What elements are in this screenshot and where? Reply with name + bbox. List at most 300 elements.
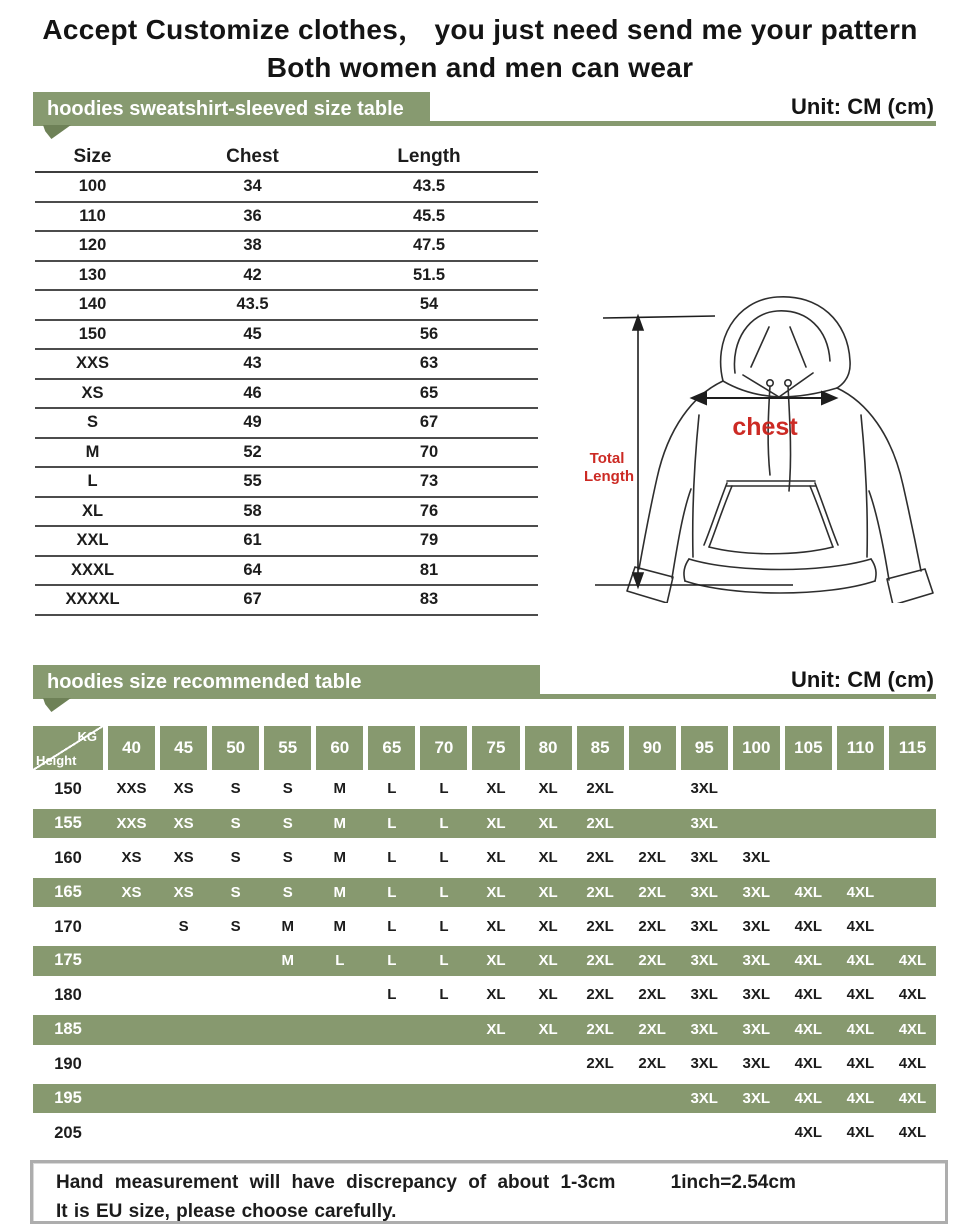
size-recommendation-cell: XL xyxy=(538,917,558,935)
size-recommendation-cell: L xyxy=(439,986,449,1004)
size-recommendation-cell: 4XL xyxy=(846,1090,875,1108)
size-table-row xyxy=(35,379,538,409)
size-recommendation-cell xyxy=(889,841,936,875)
size-recommendation-cell xyxy=(160,1116,207,1150)
size-recommendation-cell: XXS xyxy=(116,780,147,797)
recommend-row xyxy=(33,841,936,875)
size-cell: 150 xyxy=(35,320,150,350)
height-label: 195 xyxy=(54,1089,82,1108)
size-recommendation-cell: 4XL xyxy=(794,986,823,1004)
size-table-row xyxy=(35,526,538,556)
size-recommendation-cell: XS xyxy=(173,780,194,797)
recommend-row xyxy=(33,1116,936,1150)
size-recommendation-cell: 2XL xyxy=(638,848,666,866)
size-recommendation-cell: M xyxy=(333,780,347,797)
length-cell: 45.5 xyxy=(355,202,503,232)
inch-conversion-note: 1inch=2.54cm xyxy=(670,1172,796,1193)
size-recommendation-cell xyxy=(889,809,936,838)
size-table-row xyxy=(35,438,538,468)
size-recommendation-cell xyxy=(108,1047,155,1081)
spacer-cell xyxy=(503,556,538,586)
banner-tail-decoration xyxy=(43,125,71,139)
size-recommendation-cell: 4XL xyxy=(794,883,823,901)
size-recommendation-cell: 4XL xyxy=(898,1055,927,1073)
height-label: 205 xyxy=(54,1123,82,1142)
size-recommendation-cell xyxy=(264,1015,311,1044)
size-recommendation-cell: 3XL xyxy=(690,952,718,970)
size-table-header-row xyxy=(35,142,538,172)
size-recommendation-cell: 3XL xyxy=(742,883,771,901)
size-recommendation-cell: XL xyxy=(486,848,506,866)
size-recommendation-cell: XL xyxy=(538,883,558,901)
length-cell: 43.5 xyxy=(355,172,503,202)
size-table-row xyxy=(35,497,538,527)
spacer-cell xyxy=(503,320,538,350)
size-recommendation-cell: XXS xyxy=(116,814,147,832)
size-table-unit-label: Unit: CM (cm) xyxy=(791,94,934,119)
size-recommendation-cell: 4XL xyxy=(846,1055,875,1073)
size-table-row xyxy=(35,261,538,291)
size-recommendation-cell: 3XL xyxy=(690,1055,718,1073)
weight-column-header: 95 xyxy=(681,726,728,770)
weight-column-header: 50 xyxy=(212,726,259,770)
size-recommendation-cell xyxy=(160,978,207,1012)
footer-line-1 xyxy=(56,1172,945,1194)
title-line-1: Accept Customize clothes， you just need send me your pattern xyxy=(42,14,918,45)
size-recommendation-cell xyxy=(785,772,832,806)
size-recommendation-cell: XL xyxy=(486,917,506,935)
size-recommendation-cell: L xyxy=(387,952,397,970)
size-recommendation-cell: 4XL xyxy=(846,1123,875,1141)
chest-cell: 45 xyxy=(150,320,355,350)
weight-column-header: 70 xyxy=(420,726,467,770)
footer-note-box xyxy=(30,1160,948,1224)
size-table-row xyxy=(35,290,538,320)
size-recommendation-cell xyxy=(889,772,936,806)
size-recommendation-cell: M xyxy=(333,814,347,832)
recommend-row xyxy=(33,944,936,978)
chest-cell: 43.5 xyxy=(150,290,355,320)
height-label: 160 xyxy=(54,848,82,867)
size-recommendation-cell xyxy=(420,1047,467,1081)
corner-height-label: Height xyxy=(36,753,77,768)
hoodie-outline xyxy=(627,297,933,603)
size-recommendation-cell: L xyxy=(387,814,397,832)
size-recommendation-cell: 4XL xyxy=(846,952,875,970)
size-recommendation-cell: M xyxy=(281,917,294,935)
size-recommendation-cell xyxy=(420,1084,467,1113)
length-cell: 70 xyxy=(355,438,503,468)
size-recommendation-cell: XS xyxy=(173,883,194,901)
size-recommendation-cell: XS xyxy=(173,848,194,866)
size-recommendation-cell: 3XL xyxy=(690,1021,718,1039)
size-recommendation-cell: 3XL xyxy=(690,814,718,832)
size-recommendation-cell: 3XL xyxy=(690,883,718,901)
spacer-cell xyxy=(503,349,538,379)
chest-cell: 42 xyxy=(150,261,355,291)
size-table-row xyxy=(35,320,538,350)
spacer-cell xyxy=(503,438,538,468)
size-recommendation-cell xyxy=(733,772,780,806)
weight-column-header: 100 xyxy=(733,726,780,770)
size-recommendation-cell: XL xyxy=(486,1021,506,1039)
size-cell: L xyxy=(35,467,150,497)
size-recommendation-cell xyxy=(629,772,676,806)
size-recommendation-cell: XL xyxy=(538,1021,558,1039)
size-table-banner xyxy=(33,92,430,126)
size-recommendation-cell xyxy=(681,1116,728,1150)
chest-cell: 34 xyxy=(150,172,355,202)
size-recommendation-cell: 4XL xyxy=(794,952,823,970)
spacer-cell xyxy=(503,379,538,409)
kg-height-corner-cell xyxy=(33,726,103,770)
size-recommendation-cell: XS xyxy=(121,848,142,866)
recommend-row xyxy=(33,772,936,806)
size-recommendation-cell: 4XL xyxy=(898,986,927,1004)
chest-cell: 38 xyxy=(150,231,355,261)
chest-cell: 58 xyxy=(150,497,355,527)
column-header-length: Length xyxy=(355,142,503,172)
chest-cell: 67 xyxy=(150,585,355,615)
size-recommendation-cell xyxy=(212,978,259,1012)
hoodie-measurement-diagram xyxy=(565,283,955,603)
size-recommendation-cell: S xyxy=(230,814,241,832)
height-label: 185 xyxy=(54,1020,82,1039)
size-recommendation-cell xyxy=(160,1015,207,1044)
size-recommendation-cell: 2XL xyxy=(586,883,614,901)
weight-column-header: 90 xyxy=(629,726,676,770)
size-table-row xyxy=(35,172,538,202)
page-title xyxy=(0,8,960,84)
size-recommendation-cell xyxy=(316,1084,363,1113)
footer-line-2: It is EU size, please choose carefully. xyxy=(56,1201,397,1222)
size-recommendation-cell: XL xyxy=(538,986,558,1004)
size-recommendation-cell: L xyxy=(439,780,449,797)
size-recommendation-cell: S xyxy=(282,883,293,901)
size-recommendation-cell: L xyxy=(387,986,397,1004)
size-recommendation-cell: 4XL xyxy=(794,917,823,935)
total-length-label-line1: Total xyxy=(589,450,625,467)
size-table-row xyxy=(35,349,538,379)
size-cell: XXS xyxy=(35,349,150,379)
chest-cell: 61 xyxy=(150,526,355,556)
size-recommendation-cell: 2XL xyxy=(586,1055,614,1073)
size-recommendation-cell xyxy=(577,1116,624,1150)
size-recommendation-cell: L xyxy=(439,814,449,832)
size-recommendation-cell: 2XL xyxy=(638,986,666,1004)
weight-header-row xyxy=(33,726,936,770)
size-recommendation-cell xyxy=(577,1084,624,1113)
size-recommendation-cell: 4XL xyxy=(898,1123,927,1141)
size-table-body xyxy=(35,172,538,615)
size-recommendation-cell xyxy=(264,978,311,1012)
size-recommendation-cell: M xyxy=(333,917,347,935)
weight-column-header: 55 xyxy=(264,726,311,770)
size-recommendation-cell: XL xyxy=(486,986,506,1004)
size-recommendation-cell xyxy=(629,1084,676,1113)
size-cell: 100 xyxy=(35,172,150,202)
length-cell: 51.5 xyxy=(355,261,503,291)
size-recommendation-cell xyxy=(264,1116,311,1150)
size-recommendation-cell: M xyxy=(333,848,347,866)
weight-column-header: 60 xyxy=(316,726,363,770)
size-table xyxy=(35,142,538,616)
size-recommendation-cell xyxy=(108,910,155,944)
size-recommendation-cell: S xyxy=(282,780,293,797)
size-recommendation-cell xyxy=(368,1116,415,1150)
banner-underline xyxy=(430,121,936,126)
size-recommendation-cell: 3XL xyxy=(742,986,771,1004)
size-recommendation-cell xyxy=(525,1084,572,1113)
size-recommendation-cell xyxy=(316,978,363,1012)
length-cell: 73 xyxy=(355,467,503,497)
size-recommendation-cell: XL xyxy=(538,814,558,832)
size-recommendation-cell xyxy=(785,841,832,875)
size-recommendation-cell: L xyxy=(439,917,449,935)
recommend-table-banner xyxy=(33,665,540,699)
size-recommendation-cell xyxy=(525,1116,572,1150)
size-recommendation-cell: 4XL xyxy=(846,1021,875,1039)
diagram-labels xyxy=(584,413,798,485)
size-recommendation-cell: 3XL xyxy=(742,917,771,935)
size-recommendation-cell xyxy=(368,1015,415,1044)
size-recommendation-cell: 2XL xyxy=(638,917,666,935)
size-recommendation-cell: L xyxy=(335,952,345,970)
spacer-cell xyxy=(503,497,538,527)
size-recommendation-cell: 3XL xyxy=(742,1055,771,1073)
recommend-row xyxy=(33,875,936,909)
size-recommendation-cell xyxy=(108,946,155,975)
banner-underline xyxy=(540,694,936,699)
size-recommendation-cell: 4XL xyxy=(794,1055,823,1073)
size-recommendation-cell: 3XL xyxy=(690,986,718,1004)
column-header-chest: Chest xyxy=(150,142,355,172)
size-recommendation-cell xyxy=(420,1015,467,1044)
size-recommendation-cell: S xyxy=(282,848,293,866)
total-length-arrow xyxy=(595,316,793,587)
size-recommendation-cell xyxy=(889,878,936,907)
size-recommendation-cell xyxy=(108,978,155,1012)
size-recommendation-cell: 2XL xyxy=(586,814,614,832)
chest-cell: 52 xyxy=(150,438,355,468)
recommend-table-banner-label: hoodies size recommended table xyxy=(47,671,362,693)
size-recommendation-cell xyxy=(212,1047,259,1081)
measurement-discrepancy-note: Hand measurement will have discrepancy of about 1-3cm xyxy=(56,1172,616,1193)
length-cell: 81 xyxy=(355,556,503,586)
weight-column-header: 115 xyxy=(889,726,936,770)
chest-cell: 64 xyxy=(150,556,355,586)
spacer-cell xyxy=(503,202,538,232)
recommend-row xyxy=(33,806,936,840)
size-recommendation-cell xyxy=(316,1015,363,1044)
size-recommendation-cell: L xyxy=(439,848,449,866)
spacer-cell xyxy=(503,408,538,438)
size-table-banner-label: hoodies sweatshirt-sleeved size table xyxy=(47,98,404,120)
recommend-table xyxy=(33,726,936,1150)
size-recommendation-cell: XL xyxy=(486,780,506,797)
size-recommendation-cell xyxy=(837,809,884,838)
size-recommendation-cell: 4XL xyxy=(794,1123,823,1141)
chest-cell: 49 xyxy=(150,408,355,438)
size-recommendation-cell: M xyxy=(281,952,294,970)
size-recommendation-cell xyxy=(108,1084,155,1113)
length-cell: 83 xyxy=(355,585,503,615)
size-cell: S xyxy=(35,408,150,438)
size-recommendation-cell xyxy=(160,946,207,975)
length-cell: 79 xyxy=(355,526,503,556)
height-label: 150 xyxy=(54,780,82,798)
title-line-2: Both women and men can wear xyxy=(266,52,694,83)
size-recommendation-cell xyxy=(733,809,780,838)
recommend-row xyxy=(33,978,936,1012)
spacer-cell xyxy=(503,290,538,320)
weight-column-header: 75 xyxy=(472,726,519,770)
size-recommendation-cell: 3XL xyxy=(690,780,718,797)
size-recommendation-cell xyxy=(264,1084,311,1113)
size-recommendation-cell xyxy=(316,1047,363,1081)
size-recommendation-cell xyxy=(212,946,259,975)
recommend-table-unit-label: Unit: CM (cm) xyxy=(791,667,934,692)
length-cell: 65 xyxy=(355,379,503,409)
size-recommendation-cell xyxy=(108,1015,155,1044)
size-recommendation-cell: 2XL xyxy=(638,1021,666,1039)
size-recommendation-cell: 4XL xyxy=(898,1090,927,1108)
size-recommendation-cell: 2XL xyxy=(586,1021,614,1039)
height-label: 170 xyxy=(54,917,82,936)
size-recommendation-cell: L xyxy=(387,848,397,866)
size-recommendation-cell: 3XL xyxy=(742,1021,771,1039)
size-cell: 130 xyxy=(35,261,150,291)
chest-cell: 55 xyxy=(150,467,355,497)
size-recommendation-cell: 4XL xyxy=(794,1090,823,1108)
size-recommendation-cell: 2XL xyxy=(586,952,614,970)
size-recommendation-cell: XL xyxy=(538,848,558,866)
size-recommendation-cell xyxy=(733,1116,780,1150)
size-recommendation-cell: XL xyxy=(486,883,506,901)
size-table-row xyxy=(35,467,538,497)
height-label: 190 xyxy=(54,1055,82,1074)
total-length-label-line2: Length xyxy=(584,468,634,485)
size-table-row xyxy=(35,556,538,586)
size-recommendation-cell xyxy=(212,1015,259,1044)
size-recommendation-cell: 2XL xyxy=(638,952,666,970)
weight-column-header: 110 xyxy=(837,726,884,770)
column-header-size: Size xyxy=(35,142,150,172)
weight-column-header: 65 xyxy=(368,726,415,770)
length-cell: 47.5 xyxy=(355,231,503,261)
size-recommendation-cell: XS xyxy=(173,814,194,832)
size-cell: 140 xyxy=(35,290,150,320)
size-recommendation-cell: 2XL xyxy=(586,780,614,797)
spacer-cell xyxy=(503,261,538,291)
spacer-cell xyxy=(503,585,538,615)
length-cell: 54 xyxy=(355,290,503,320)
spacer-cell xyxy=(503,231,538,261)
size-recommendation-cell xyxy=(837,841,884,875)
recommend-row xyxy=(33,1013,936,1047)
size-recommendation-cell xyxy=(212,1084,259,1113)
size-recommendation-cell: XL xyxy=(538,780,558,797)
height-label: 155 xyxy=(54,813,82,832)
size-recommendation-cell: 4XL xyxy=(794,1021,823,1039)
chest-cell: 43 xyxy=(150,349,355,379)
size-recommendation-cell xyxy=(629,809,676,838)
size-recommendation-cell: XL xyxy=(486,814,506,832)
size-recommendation-cell: 2XL xyxy=(586,848,614,866)
corner-kg-label: KG xyxy=(77,729,97,744)
size-recommendation-cell: 4XL xyxy=(846,917,875,935)
size-recommendation-cell: M xyxy=(333,883,347,901)
size-recommendation-cell: 3XL xyxy=(742,848,771,866)
chest-cell: 46 xyxy=(150,379,355,409)
height-label: 180 xyxy=(54,986,82,1005)
size-recommendation-cell: 3XL xyxy=(690,848,718,866)
size-table-row xyxy=(35,231,538,261)
length-cell: 56 xyxy=(355,320,503,350)
hoodie-line-art xyxy=(565,283,955,603)
size-cell: 110 xyxy=(35,202,150,232)
recommend-row xyxy=(33,1047,936,1081)
size-recommendation-cell: L xyxy=(387,883,397,901)
size-table-row xyxy=(35,202,538,232)
size-recommendation-cell: 2XL xyxy=(638,883,666,901)
recommend-row xyxy=(33,1082,936,1116)
size-cell: XXL xyxy=(35,526,150,556)
size-recommendation-cell xyxy=(525,1047,572,1081)
size-recommendation-cell: L xyxy=(439,952,449,970)
size-cell: 120 xyxy=(35,231,150,261)
size-recommendation-cell: XS xyxy=(121,883,142,901)
chest-cell: 36 xyxy=(150,202,355,232)
size-recommendation-cell xyxy=(472,1047,519,1081)
size-recommendation-cell xyxy=(108,1116,155,1150)
size-recommendation-cell: 2XL xyxy=(586,917,614,935)
spacer-cell xyxy=(503,526,538,556)
weight-column-header: 85 xyxy=(577,726,624,770)
size-recommendation-cell: S xyxy=(230,917,241,935)
size-recommendation-cell: L xyxy=(439,883,449,901)
size-recommendation-cell xyxy=(472,1084,519,1113)
size-recommendation-cell xyxy=(785,809,832,838)
size-recommendation-cell xyxy=(472,1116,519,1150)
weight-column-header: 45 xyxy=(160,726,207,770)
length-cell: 67 xyxy=(355,408,503,438)
size-table-row xyxy=(35,585,538,615)
size-recommendation-cell xyxy=(837,772,884,806)
recommend-row xyxy=(33,910,936,944)
size-recommendation-cell: L xyxy=(387,917,397,935)
weight-column-header: 40 xyxy=(108,726,155,770)
size-recommendation-cell xyxy=(368,1047,415,1081)
size-cell: XS xyxy=(35,379,150,409)
size-recommendation-cell xyxy=(160,1047,207,1081)
weight-column-header: 80 xyxy=(525,726,572,770)
chest-label: chest xyxy=(732,413,798,441)
size-recommendation-cell: S xyxy=(282,814,293,832)
size-recommendation-cell: 2XL xyxy=(586,986,614,1004)
size-recommendation-cell: 3XL xyxy=(690,917,718,935)
spacer-cell xyxy=(503,467,538,497)
length-cell: 76 xyxy=(355,497,503,527)
size-recommendation-cell xyxy=(629,1116,676,1150)
recommend-table-body xyxy=(33,772,936,1150)
size-recommendation-cell xyxy=(889,910,936,944)
size-recommendation-cell: S xyxy=(230,780,241,797)
size-recommendation-cell xyxy=(316,1116,363,1150)
size-recommendation-cell xyxy=(368,1084,415,1113)
size-recommendation-cell: 3XL xyxy=(690,1090,718,1108)
size-cell: XXXL xyxy=(35,556,150,586)
